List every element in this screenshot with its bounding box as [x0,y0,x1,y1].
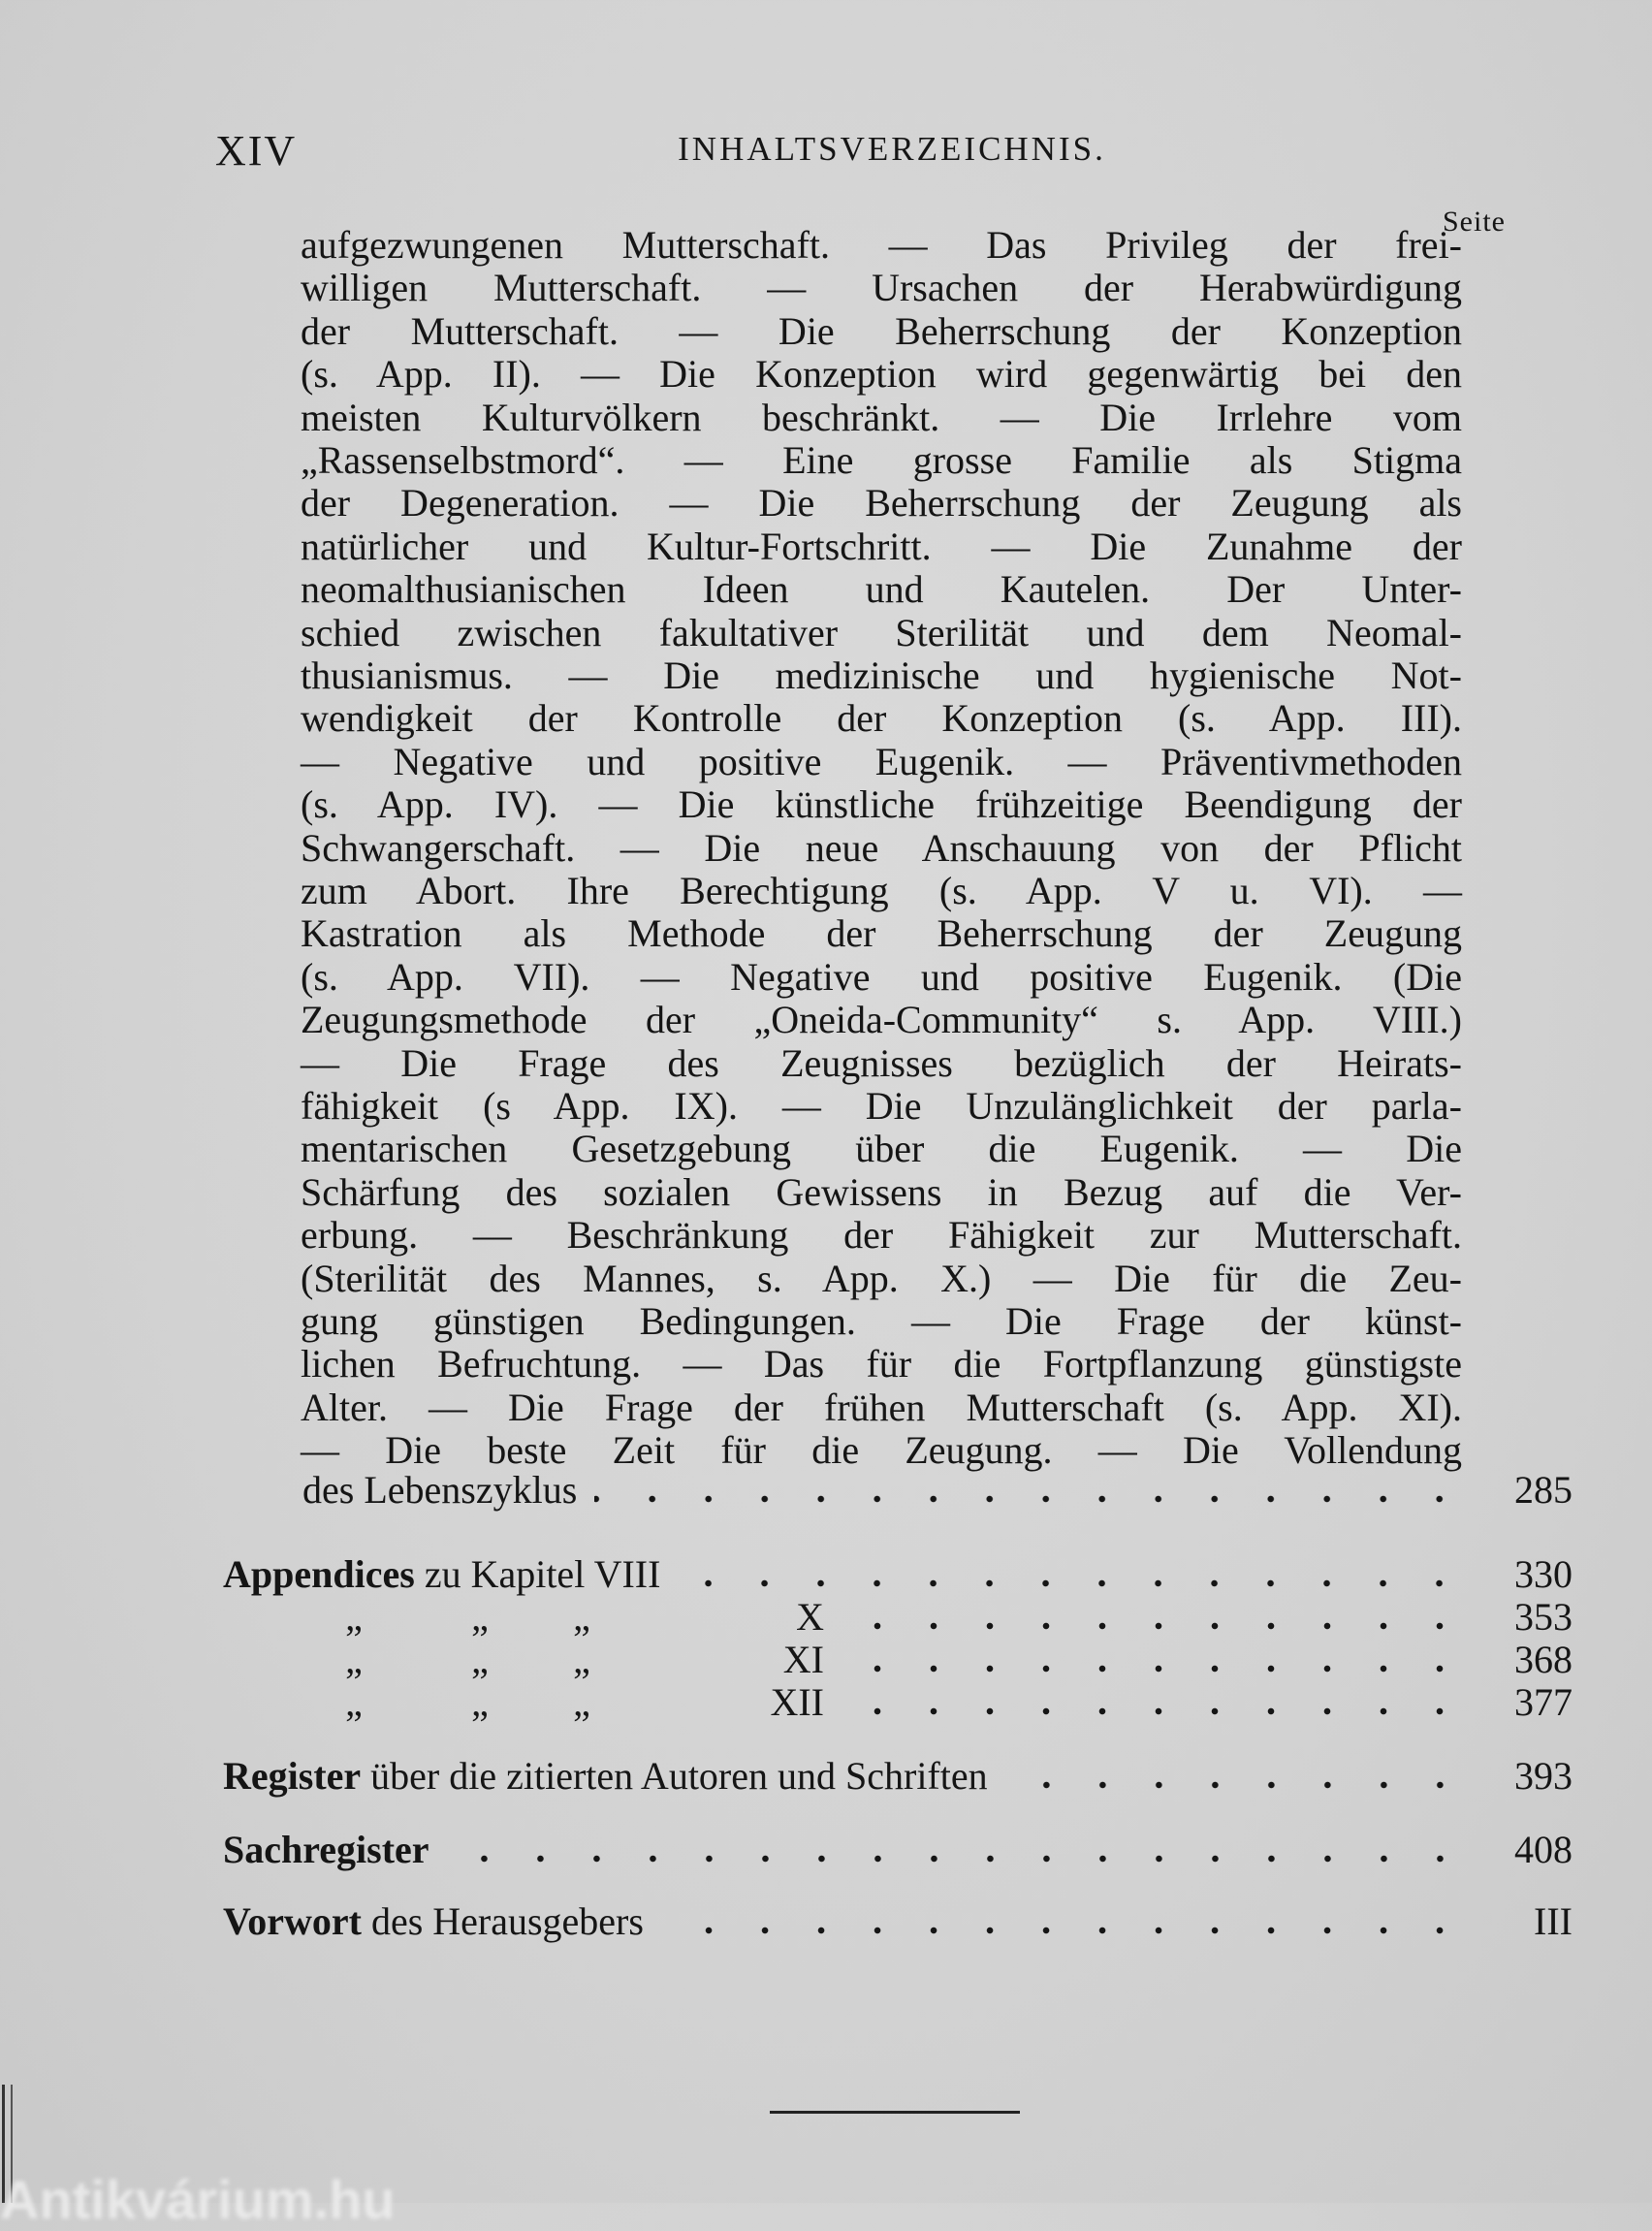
summary-line: neomalthusianischen Ideen und Kautelen. Der Unter- [301,567,1462,611]
summary-line: „Rassenselbstmord“. — Eine grosse Familie als Stigma [301,438,1462,482]
end-rule [770,2111,1020,2114]
entry-label: des Herausgebers [370,1899,644,1943]
summary-line: willigen Mutterschaft. — Ursachen der Herabwürdigung [301,266,1462,309]
summary-line: — Negative und positive Eugenik. — Präventivmethoden [301,740,1462,783]
entry-page: 377 [1514,1680,1573,1724]
summary-line: meisten Kulturvölkern beschränkt. — Die Irrlehre vom [301,396,1462,439]
entry-label: über die zitierten Autoren und Schriften [370,1754,988,1798]
summary-line: schied zwischen fakultativer Sterilität und dem Neomal- [301,611,1462,654]
ditto-mark: „ [573,1595,590,1639]
dot-leader [702,1926,1468,1935]
summary-line: wendigkeit der Kontrolle der Konzeption (s. App. III). [301,696,1462,740]
ditto-mark: „ [471,1595,489,1639]
summary-line: der Degeneration. — Die Beherrschung der Zeugung als [301,481,1462,525]
page-number: XIV [215,127,298,175]
ditto-mark: „ [471,1680,489,1724]
dot-leader [447,1854,1468,1864]
toc-entry-appendices-x [291,1594,1573,1641]
entry-page: III [1534,1899,1573,1943]
watermark: Antikvárium.hu [0,2169,396,2230]
entry-label: zu Kapitel VIII [424,1552,661,1596]
summary-line: lichen Befruchtung. — Das für die Fortpflanzung günstigste [301,1342,1462,1386]
summary-line: (Sterilität des Mannes, s. App. X.) — Die für die Zeu- [301,1257,1462,1300]
summary-line: (s. App. IV). — Die künstliche frühzeitige Beendigung der [301,782,1462,826]
entry-label-bold: Sachregister [223,1828,429,1871]
summary-line: Alter. — Die Frage der frühen Mutterschaft (s. App. XI). [301,1386,1462,1429]
dot-leader [594,1494,1468,1504]
ditto-mark: „ [471,1638,489,1681]
page-column-label: Seite [1443,206,1506,238]
summary-line: erbung. — Beschränkung der Fähigkeit zur Mutterschaft. [301,1213,1462,1257]
running-title: INHALTSVERZEICHNIS. [678,130,1106,168]
entry-page: 368 [1514,1638,1573,1681]
summary-line: mentarischen Gesetzgebung über die Eugenik. — Die [301,1127,1462,1170]
dot-leader [842,1664,1468,1673]
summary-line: — Die beste Zeit für die Zeugung. — Die Vollendung [301,1428,1462,1472]
toc-entry-appendices-viii [223,1551,1573,1598]
entry-page: 393 [1514,1754,1573,1798]
entry-label-bold: Vorwort [223,1899,362,1943]
entry-page: 353 [1514,1595,1573,1639]
summary-line: der Mutterschaft. — Die Beherrschung der Konzeption [301,309,1462,353]
entry-page: 285 [1514,1468,1573,1512]
entry-label: X [796,1595,824,1639]
summary-line: (s. App. VII). — Negative und positive Eugenik. (Die [301,955,1462,999]
summary-line: Schwangerschaft. — Die neue Anschauung von der Pflicht [301,826,1462,870]
summary-line: — Die Frage des Zeugnisses bezüglich der Heirats- [301,1041,1462,1085]
summary-line: natürlicher und Kultur-Fortschritt. — Die Zunahme der [301,525,1462,568]
summary-line: zum Abort. Ihre Berechtigung (s. App. V u. VI). — [301,869,1462,912]
toc-entry-appendices-xi [291,1637,1573,1683]
toc-entry-register [223,1753,1573,1800]
summary-line: (s. App. II). — Die Konzeption wird gegenwärtig bei den [301,352,1462,396]
ditto-mark: „ [345,1680,363,1724]
toc-entry-sachregister [223,1827,1573,1873]
summary-line: aufgezwungenen Mutterschaft. — Das Privileg der frei- [301,223,1462,267]
ditto-mark: „ [573,1638,590,1681]
summary-line: gung günstigen Bedingungen. — Die Frage der künst- [301,1299,1462,1343]
entry-page: 408 [1514,1828,1573,1871]
dot-leader [842,1621,1468,1631]
summary-line: Zeugungsmethode der „Oneida-Community“ s. App. VIII.) [301,998,1462,1041]
summary-line: Schärfung des sozialen Gewissens in Bezug auf die Ver- [301,1170,1462,1214]
ditto-mark: „ [573,1680,590,1724]
toc-entry-appendices-xii [291,1679,1573,1726]
dot-leader [842,1706,1468,1716]
summary-line: thusianismus. — Die medizinische und hygienische Not- [301,653,1462,697]
toc-entry-vorwort [223,1898,1573,1945]
toc-entry-chapter-end [302,1467,1573,1514]
entry-label: XI [782,1638,824,1681]
entry-label-bold: Register [223,1754,362,1798]
ditto-mark: „ [345,1638,363,1681]
entry-label-bold: Appendices [223,1552,415,1596]
ditto-mark: „ [345,1595,363,1639]
summary-line: Kastration als Methode der Beherrschung der Zeugung [301,911,1462,955]
entry-page: 330 [1514,1552,1573,1596]
entry-label: XII [770,1680,824,1724]
dot-leader [1005,1780,1468,1790]
summary-line: fähigkeit (s App. IX). — Die Unzulänglichkeit der parla- [301,1084,1462,1128]
dot-leader [678,1578,1468,1588]
entry-label: des Lebenszyklus [302,1468,578,1512]
